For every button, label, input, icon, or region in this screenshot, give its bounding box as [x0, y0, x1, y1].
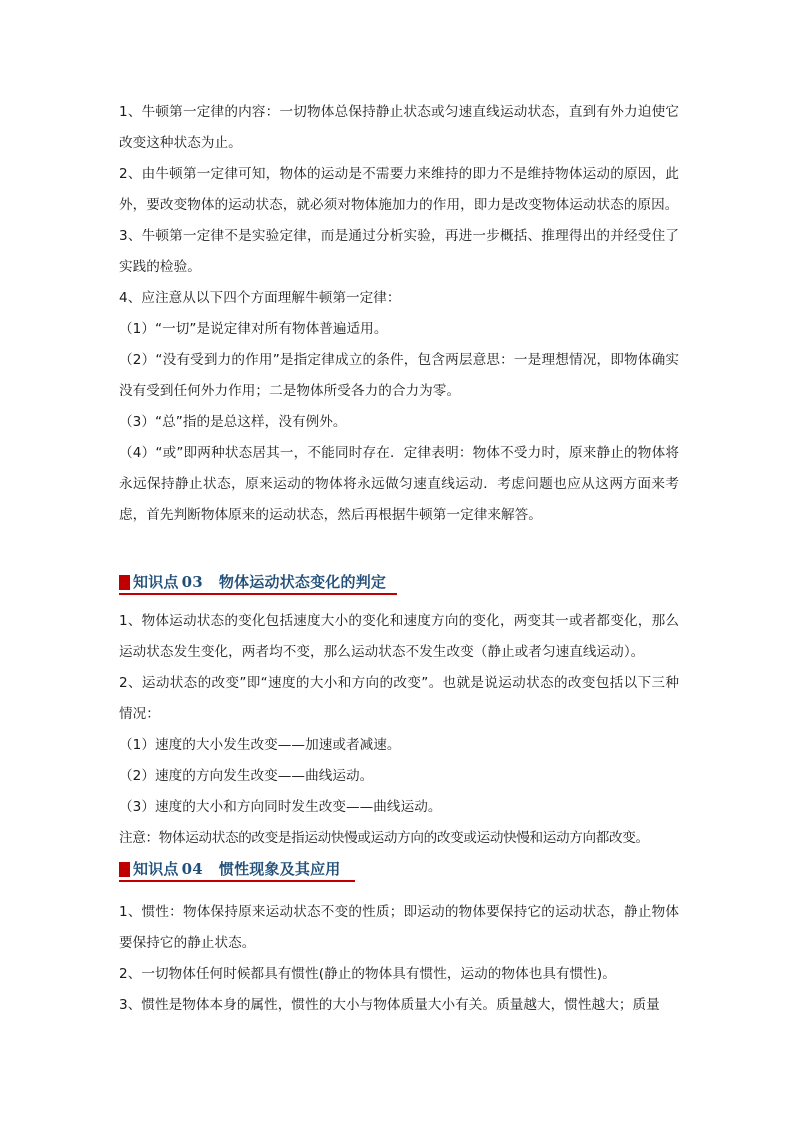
- paragraph: （1）速度的大小发生改变——加速或者减速。: [119, 737, 401, 753]
- section-newton-first-law: [119, 97, 679, 531]
- section-inertia: [119, 897, 679, 1021]
- heading-label: 知识点: [133, 860, 179, 878]
- paragraph: 2、一切物体任何时候都具有惯性(静止的物体具有惯性，运动的物体也具有惯性)。: [119, 966, 616, 982]
- paragraph: 注意：物体运动状态的改变是指运动快慢或运动方向的改变或运动快慢和运动方向都改变。: [119, 830, 649, 846]
- heading-marker: [119, 862, 130, 877]
- paragraph: （4）“或”即两种状态居其一，不能同时存在．定律表明：物体不受力时，原来静止的物体将永远保持静止状态，原来运动的物体将永远做匀速直线运动．考虑问题也应从这两方面来考虑，首先判断物体原来的运动状态，然后再根据牛顿第一定律来解答。: [119, 445, 679, 523]
- heading-title: [133, 858, 341, 882]
- heading-number: 04: [181, 860, 203, 878]
- heading-underline: [119, 880, 355, 882]
- paragraph: 1、牛顿第一定律的内容：一切物体总保持静止状态或匀速直线运动状态，直到有外力迫使它改变这种状态为止。: [119, 104, 679, 151]
- paragraph: 2、由牛顿第一定律可知，物体的运动是不需要力来维持的即力不是维持物体运动的原因，此外，要改变物体的运动状态，就必须对物体施加力的作用，即力是改变物体运动状态的原因。: [119, 166, 679, 213]
- section-heading-03: [119, 565, 386, 595]
- paragraph: 1、惯性：物体保持原来运动状态不变的性质；即运动的物体要保持它的运动状态，静止物体要保持它的静止状态。: [119, 904, 679, 951]
- heading-title: [133, 571, 386, 595]
- paragraph: 1、物体运动状态的变化包括速度大小的变化和速度方向的变化，两变其一或者都变化，那么运动状态发生变化，两者均不变，那么运动状态不发生改变（静止或者匀速直线运动）。: [119, 613, 679, 660]
- heading-underline: [119, 593, 397, 595]
- heading-number: 03: [181, 573, 203, 591]
- paragraph: （2）“没有受到力的作用”是指定律成立的条件，包含两层意思：一是理想情况，即物体确实没有受到任何外力作用；二是物体所受各力的合力为零。: [119, 352, 679, 399]
- paragraph: （3）“总”指的是总这样，没有例外。: [119, 414, 347, 430]
- paragraph: 4、应注意从以下四个方面理解牛顿第一定律：: [119, 290, 401, 306]
- section-heading-04: [119, 852, 341, 882]
- heading-marker: [119, 575, 130, 590]
- paragraph: （3）速度的大小和方向同时发生改变——曲线运动。: [119, 799, 442, 815]
- section-motion-state-change: [119, 606, 679, 854]
- heading-text: 物体运动状态变化的判定: [218, 573, 387, 591]
- paragraph: 3、牛顿第一定律不是实验定律，而是通过分析实验，再进一步概括、推理得出的并经受住了实践的检验。: [119, 228, 679, 275]
- paragraph: （2）速度的方向发生改变——曲线运动。: [119, 768, 374, 784]
- paragraph: （1）“一切”是说定律对所有物体普遍适用。: [119, 321, 388, 337]
- heading-label: 知识点: [133, 573, 179, 591]
- heading-text: 惯性现象及其应用: [218, 860, 341, 878]
- paragraph: 3、惯性是物体本身的属性，惯性的大小与物体质量大小有关。质量越大，惯性越大；质量: [119, 997, 660, 1013]
- paragraph: 2、运动状态的改变”即“速度的大小和方向的改变”。也就是说运动状态的改变包括以下三种情况：: [119, 675, 679, 722]
